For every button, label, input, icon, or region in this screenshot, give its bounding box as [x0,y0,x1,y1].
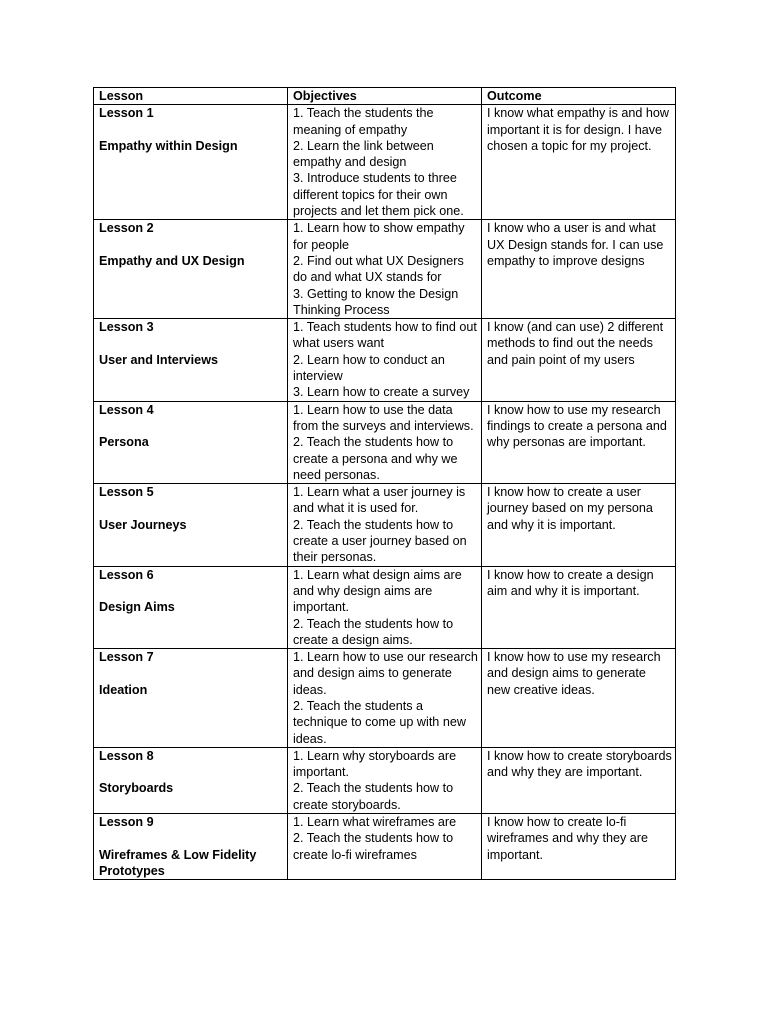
outcome-cell: I know how to use my research findings to create a persona and why personas are important. [482,401,676,483]
outcome-cell: I know how to create a user journey based on my persona and why it is important. [482,484,676,566]
objective-item: 2. Teach the students how to create storyboards. [293,781,454,812]
objective-item: 1. Learn what wireframes are [293,815,457,830]
objective-item: 3. Learn how to create a survey [293,385,470,400]
lesson-number: Lesson 8 [99,748,154,763]
lesson-number: Lesson 4 [99,402,154,417]
objective-item: 2. Learn how to conduct an interview [293,352,445,384]
objective-item: 1. Learn how to use our research and design aims to generate ideas. [293,650,478,697]
objective-item: 2. Teach the students how to create lo-fi wireframes [293,831,454,862]
lesson-title: Empathy and UX Design [99,253,245,268]
lesson-title: Persona [99,435,149,450]
objectives-cell [288,649,482,748]
objective-item: 3. Introduce students to three different topics for their own projects and let them pick one. [293,171,464,219]
lesson-title: User Journeys [99,517,187,532]
objectives-cell [288,566,482,648]
lesson-number: Lesson 2 [99,221,154,236]
objective-item: 1. Learn what a user journey is and what it is used for. [293,485,466,516]
table-row [94,649,676,748]
header-objectives: Objectives [288,88,482,105]
objective-item: 1. Teach the students the meaning of empathy [293,106,434,137]
table-row [94,747,676,813]
objectives-cell [288,814,482,880]
objectives-cell [288,401,482,483]
lesson-cell [94,105,288,220]
lesson-title: Design Aims [99,600,175,615]
outcome-cell: I know who a user is and what UX Design stands for. I can use empathy to improve designs [482,220,676,319]
lesson-title: User and Interviews [99,352,218,367]
lesson-cell [94,814,288,880]
lesson-number: Lesson 5 [99,485,154,500]
outcome-cell: I know how to create storyboards and why they are important. [482,747,676,813]
lesson-cell [94,484,288,566]
table-row [94,484,676,566]
table-row [94,566,676,648]
lesson-cell [94,649,288,748]
objective-item: 3. Getting to know the Design Thinking Process [293,286,459,317]
objective-item: 2. Teach the students how to create a persona and why we need personas. [293,435,458,482]
lesson-number: Lesson 3 [99,320,154,335]
objectives-cell [288,747,482,813]
lesson-number: Lesson 7 [99,650,154,665]
outcome-cell: I know what empathy is and how important it is for design. I have chosen a topic for my project. [482,105,676,220]
objective-item: 2. Learn the link between empathy and design [293,138,434,170]
outcome-cell: I know how to create lo-fi wireframes and why they are important. [482,814,676,880]
objectives-cell [288,319,482,401]
objectives-cell [288,220,482,319]
lesson-title: Storyboards [99,781,174,796]
lesson-title: Ideation [99,682,148,697]
outcome-cell: I know how to use my research and design aims to generate new creative ideas. [482,649,676,748]
lesson-title: Wireframes & Low Fidelity Prototypes [99,847,257,878]
objective-item: 1. Learn how to use the data from the surveys and interviews. [293,402,474,433]
lesson-number: Lesson 6 [99,567,154,582]
objectives-cell [288,484,482,566]
lesson-cell [94,319,288,401]
objective-item: 1. Learn what design aims are and why design aims are important. [293,567,462,615]
objective-item: 2. Teach the students how to create a user journey based on their personas. [293,517,467,565]
header-lesson: Lesson [94,88,288,105]
lesson-cell [94,747,288,813]
objective-item: 2. Find out what UX Designers do and what UX stands for [293,253,464,285]
objective-item: 2. Teach the students a technique to come up with new ideas. [293,698,466,746]
lesson-title: Empathy within Design [99,138,238,153]
outcome-cell: I know (and can use) 2 different methods to find out the needs and pain point of my users [482,319,676,401]
lesson-cell [94,401,288,483]
table-row [94,401,676,483]
table-header-row [94,88,676,105]
lesson-number: Lesson 1 [99,106,154,121]
lesson-number: Lesson 9 [99,815,154,830]
objective-item: 1. Teach students how to find out what users want [293,320,477,351]
table-row [94,814,676,880]
objective-item: 2. Teach the students how to create a design aims. [293,616,454,647]
objectives-cell [288,105,482,220]
lesson-plan-table [93,87,676,880]
header-outcome: Outcome [482,88,676,105]
lesson-cell [94,220,288,319]
table-row [94,220,676,319]
table-row [94,105,676,220]
table-row [94,319,676,401]
lesson-cell [94,566,288,648]
outcome-cell: I know how to create a design aim and why it is important. [482,566,676,648]
objective-item: 1. Learn how to show empathy for people [293,221,465,252]
objective-item: 1. Learn why storyboards are important. [293,748,457,780]
